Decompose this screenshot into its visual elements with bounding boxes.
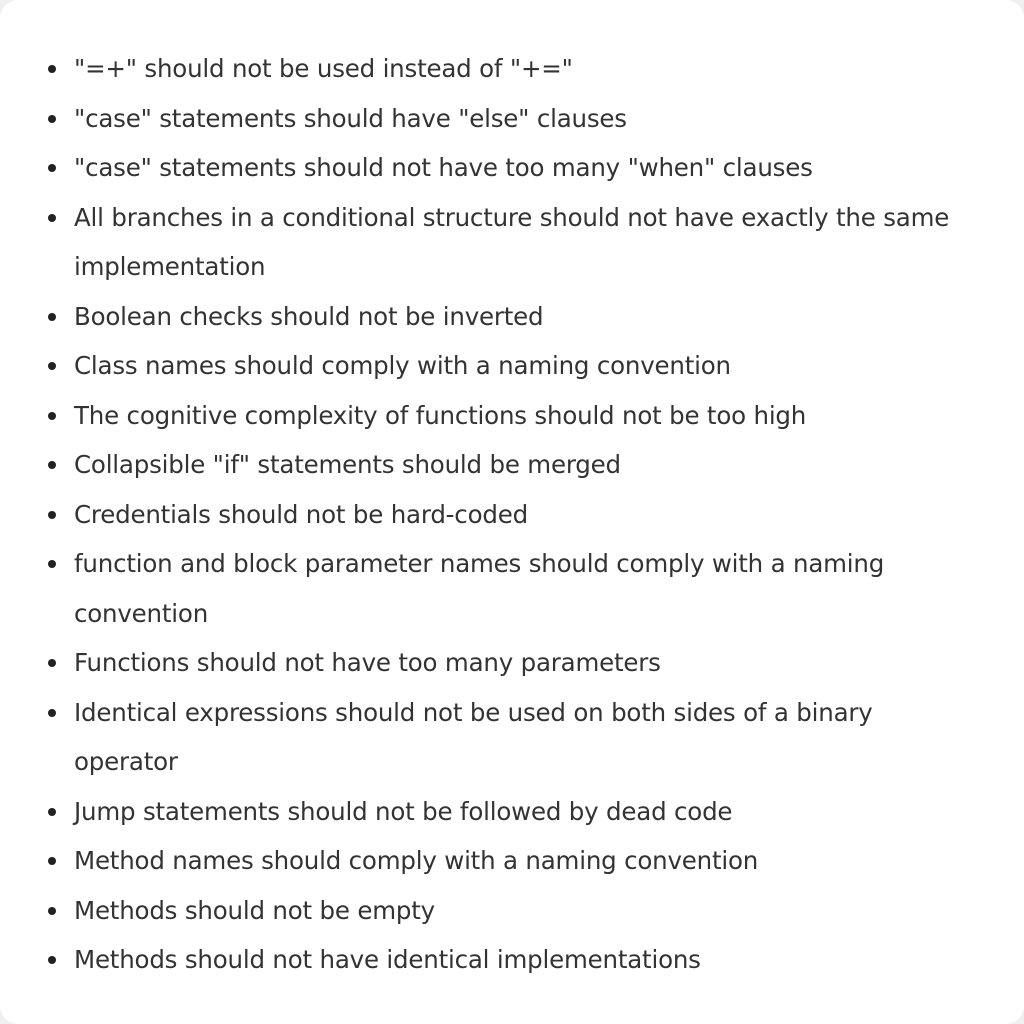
list-item — [74, 143, 974, 193]
list-item — [74, 193, 974, 292]
bullet-icon — [48, 214, 56, 222]
bullet-icon — [48, 461, 56, 469]
list-item — [74, 440, 974, 490]
rule-text: All branches in a conditional structure should not have exactly the same implementation — [74, 202, 950, 281]
rule-text: Jump statements should not be followed by dead code — [74, 796, 733, 826]
rule-text: Functions should not have too many parameters — [74, 648, 661, 677]
list-item — [74, 886, 974, 936]
bullet-icon — [48, 808, 56, 816]
bullet-icon — [48, 511, 56, 519]
bullet-icon — [48, 857, 56, 865]
rule-text: Methods should not have identical implementations — [74, 945, 701, 974]
rule-text: The cognitive complexity of functions should not be too high — [74, 400, 807, 430]
list-item — [74, 490, 974, 540]
rule-text: Collapsible "if" statements should be merged — [74, 450, 621, 479]
bullet-icon — [48, 412, 56, 420]
rule-text: Class names should comply with a naming convention — [74, 351, 731, 380]
list-item — [74, 391, 974, 441]
list-item — [74, 292, 974, 342]
rule-text: Identical expressions should not be used on both sides of a binary operator — [74, 697, 873, 776]
bullet-icon — [48, 709, 56, 717]
bullet-icon — [48, 956, 56, 964]
bullet-icon — [48, 362, 56, 370]
rule-text: function and block parameter names should comply with a naming convention — [74, 549, 885, 628]
bullet-icon — [48, 164, 56, 172]
list-item — [74, 787, 974, 837]
rule-text: "case" statements should have "else" clauses — [74, 103, 627, 133]
list-item — [74, 341, 974, 391]
bullet-icon — [48, 313, 56, 321]
list-item — [74, 638, 974, 688]
list-item — [74, 688, 974, 787]
bullet-icon — [48, 560, 56, 568]
list-item — [74, 539, 974, 638]
rule-text: Method names should comply with a naming convention — [74, 846, 759, 875]
rule-text: "=+" should not be used instead of "+=" — [74, 54, 573, 83]
rule-text: Credentials should not be hard-coded — [74, 499, 528, 529]
list-item — [74, 836, 974, 886]
rule-text: Boolean checks should not be inverted — [74, 301, 544, 331]
bullet-icon — [48, 65, 56, 73]
rule-text: "case" statements should not have too many "when" clauses — [74, 153, 813, 182]
bullet-icon — [48, 115, 56, 123]
list-item — [74, 935, 974, 985]
rule-text: Methods should not be empty — [74, 895, 435, 925]
bullet-icon — [48, 659, 56, 667]
list-item — [74, 44, 974, 94]
bullet-icon — [48, 907, 56, 915]
list-item — [74, 94, 974, 144]
rule-list — [0, 44, 974, 985]
